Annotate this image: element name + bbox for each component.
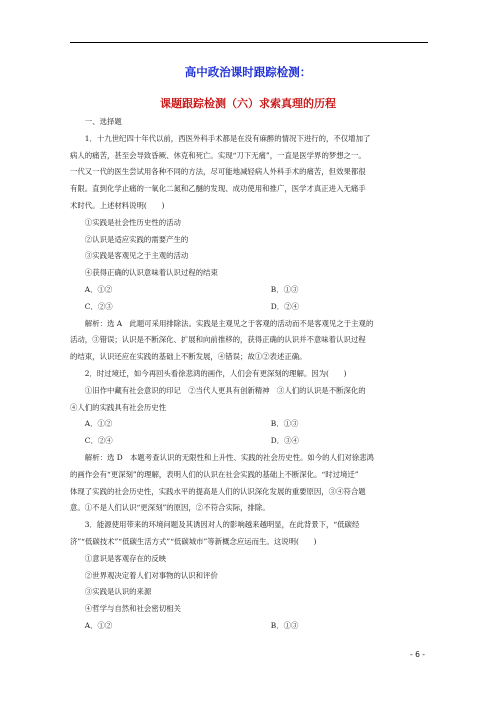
q1-stem-line: 病人的痛苦，甚至会导致昏厥、休克和死亡。实现“刀下无痛”，一直是医学界的梦想之一。 (70, 150, 366, 160)
q1-option-a: A．①② (84, 284, 113, 294)
q1-option-d: D．②④ (270, 301, 299, 311)
q1-analysis-line: 的结束，认识还应在实践的基础上不断发展，④错误；故①②表述正确。 (70, 352, 307, 362)
q3-item: ②世界观决定着人们对事物的认识和评价 (84, 570, 218, 580)
document-body (70, 114, 428, 635)
q3-option-b: B．①③ (270, 620, 299, 630)
q2-item: ①旧作中藏有社会意识的印记 ②当代人更具有创新精神 ③人们的认识是不断深化的 (84, 385, 366, 395)
q1-option-b: B．①③ (270, 284, 299, 294)
q2-analysis-line: 体现了实践的社会历史性，实践水平的提高是人们的认识深化发展的重要原因，③④符合题 (70, 486, 366, 496)
q2-option-c: C．②④ (84, 436, 113, 446)
question-3 (70, 517, 428, 635)
q1-item: ①实践是社会性历史性的活动 (84, 217, 181, 227)
q3-item: ①意识是客观存在的反映 (84, 553, 167, 563)
question-1 (70, 131, 428, 366)
page-subtitle: 课题跟踪检测（六）求索真理的历程 (160, 97, 336, 110)
q2-options-row (70, 416, 428, 433)
q1-options-row (70, 282, 428, 299)
q2-options-row (70, 433, 428, 450)
q2-analysis-line: 的画作会有“更深刻”的理解，表明人们的认识在社会实践的基础上不断深化。“时过境迁” (70, 469, 359, 479)
page-number: - 6 - (410, 650, 425, 659)
q2-option-a: A．①② (84, 419, 113, 429)
header-rule (70, 42, 428, 43)
page-title: 高中政治课时跟踪检测： (184, 65, 312, 79)
q1-analysis-line: 解析：选 A 此题可采用排除法。实践是主观见之于客观的活动而不是客观见之于主观的 (84, 318, 374, 328)
q1-analysis-line: 活动，③错误；认识是不断深化、扩展和向前推移的，获得正确的认识并不意味着认识过程 (70, 335, 366, 345)
q1-stem-line: 一代又一代的医生尝试用各种不同的方法，尽可能地减轻病人外科手术的痛苦，但效果都很 (70, 167, 366, 177)
q2-analysis-line: 解析：选 D 本题考查认识的无限性和上升性、实践的社会历史性。如今的人们对徐悲鸿 (84, 452, 374, 462)
q1-item: ④获得正确的认识意味着认识过程的结束 (84, 268, 218, 278)
q1-stem-line: 有限。直到化学止痛的一氧化二氮和乙醚的发现、成功使用和推广，医学才真正进入无痛手 (70, 184, 366, 194)
section-heading: 一、选择题 (84, 117, 122, 126)
q1-option-c: C．②③ (84, 301, 113, 311)
q1-item: ③实践是客观见之于主观的活动 (84, 251, 189, 261)
q1-item: ②认识是适应实践的需要产生的 (84, 234, 189, 244)
q3-option-a: A．①② (84, 620, 113, 630)
q1-options-row (70, 299, 428, 316)
q3-item: ④哲学与自然和社会密切相关 (84, 604, 181, 614)
q3-options-row (70, 618, 428, 635)
q3-stem-line: 3．能源使用带来的环境问题及其诱因对人的影响越来越明显，在此背景下，“低碳经 (84, 520, 360, 530)
q2-option-d: D．③④ (270, 436, 299, 446)
q2-item: ④人们的实践具有社会历史性 (70, 402, 167, 412)
q3-stem-line: 济”“低碳技术”“低碳生活方式”“低碳城市”等新概念应运而生。这说明( ) (70, 536, 317, 546)
q2-analysis-line: 意。①不是人们认识“更深刻”的原因，②不符合实际，排除。 (70, 503, 270, 513)
q1-stem-line: 1．十九世纪四十年代以前，西医外科手术都是在没有麻醉的情况下进行的，不仅增加了 (84, 133, 371, 143)
q2-stem-line: 2．时过境迁，如今再回头看徐悲鸿的画作，人们会有更深刻的理解。因为( ) (84, 368, 347, 378)
q2-option-b: B．①③ (270, 419, 299, 429)
q3-item: ③实践是认识的来源 (84, 587, 152, 597)
question-2 (70, 366, 428, 517)
q1-stem-line: 术时代。上述材料说明( ) (70, 200, 165, 210)
